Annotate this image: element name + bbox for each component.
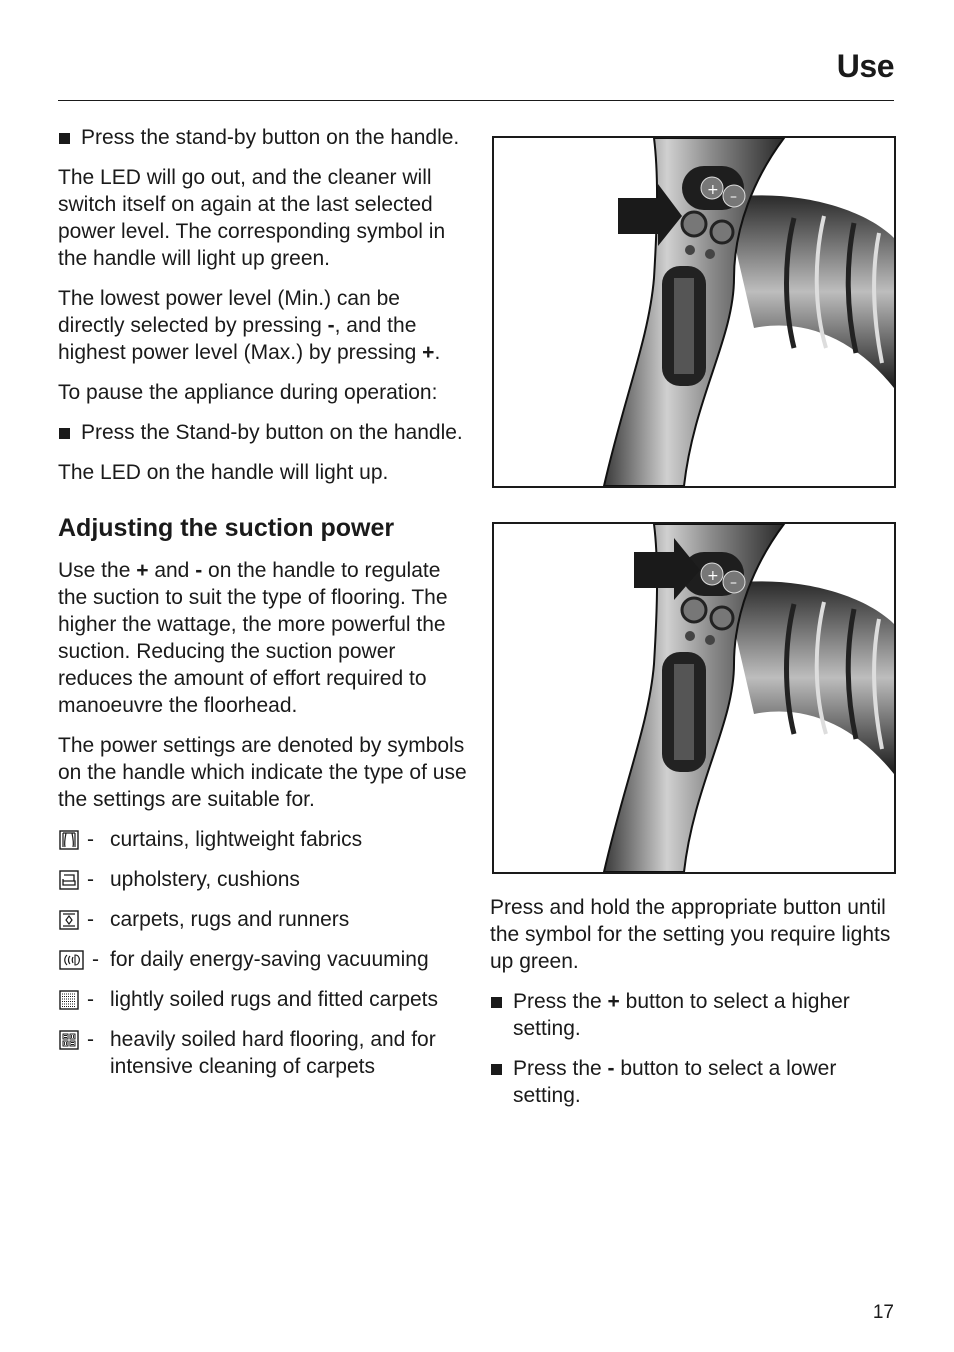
light-carpet-icon <box>59 990 79 1010</box>
bullet-square-icon <box>491 997 502 1008</box>
right-column <box>490 894 894 1122</box>
symbol-text: upholstery, cushions <box>110 868 300 891</box>
heavy-floor-icon <box>59 1030 79 1050</box>
paragraph: The LED will go out, and the cleaner will switch itself on again at the last selected power level. The corresponding symbol in the handle will light up green. <box>58 166 446 270</box>
bullet-text: Press the stand-by button on the handle. <box>81 126 460 149</box>
symbol-row: - curtains, lightweight fabrics <box>58 826 468 853</box>
plus-key: + <box>136 559 149 582</box>
eco-icon <box>59 950 84 970</box>
symbol-row: - heavily soiled hard flooring, and for intensive cleaning of carpets <box>58 1026 468 1080</box>
bullet-item: Press the + button to select a higher setting. <box>490 988 894 1042</box>
symbol-row: - upholstery, cushions <box>58 866 468 893</box>
page-title: Use <box>836 48 894 84</box>
symbol-text: heavily soiled hard flooring, and for intensive cleaning of carpets <box>110 1028 436 1078</box>
symbol-row: - carpets, rugs and runners <box>58 906 468 933</box>
handle-illustration-plus <box>492 522 896 874</box>
rug-icon <box>59 910 79 930</box>
svg-text:–: – <box>730 189 737 205</box>
bullet-item <box>58 124 468 151</box>
bullet-square-icon <box>491 1064 502 1075</box>
svg-text:+: + <box>707 568 719 584</box>
bullet-item: Press the - button to select a lower setting. <box>490 1055 894 1109</box>
symbol-text: for daily energy-saving vacuuming <box>110 948 429 971</box>
section-heading: Adjusting the suction power <box>58 514 395 542</box>
bullet-square-icon <box>59 133 70 144</box>
header-divider <box>58 100 894 101</box>
minus-key: - <box>327 314 335 337</box>
bullet-square-icon <box>59 428 70 439</box>
handle-illustration-standby <box>492 136 896 488</box>
minus-key: - <box>607 1057 615 1080</box>
plus-key: + <box>607 990 620 1013</box>
page-number: 17 <box>872 1302 894 1323</box>
plus-key: + <box>422 341 435 364</box>
paragraph: The LED on the handle will light up. <box>58 461 389 484</box>
svg-text:+: + <box>707 182 719 198</box>
left-column <box>58 124 468 1093</box>
paragraph: To pause the appliance during operation: <box>58 381 438 404</box>
minus-key: - <box>195 559 203 582</box>
paragraph: The power settings are denoted by symbols on the handle which indicate the type of use the settings are suitable for. <box>58 734 467 811</box>
paragraph: Use the + and - on the handle to regulate the suction to suit the type of flooring. The higher the wattage, the more powerful the suction. Reducing the suction power reduces the amount of effort required to manoeuvre the floorhead. <box>58 559 448 717</box>
svg-text:–: – <box>730 575 737 591</box>
curtain-icon <box>59 830 79 850</box>
bullet-text: Press the Stand-by button on the handle. <box>81 421 463 444</box>
symbol-row: - for daily energy-saving vacuuming <box>58 946 468 973</box>
paragraph: The lowest power level (Min.) can be directly selected by pressing -, and the highest power level (Max.) by pressing +. <box>58 287 441 364</box>
bullet-item <box>58 419 468 446</box>
symbol-text: carpets, rugs and runners <box>110 908 350 931</box>
symbol-row: - lightly soiled rugs and fitted carpets <box>58 986 468 1013</box>
symbol-text: lightly soiled rugs and fitted carpets <box>110 988 439 1011</box>
paragraph: Press and hold the appropriate button until the symbol for the setting you require lights up green. <box>490 896 891 973</box>
symbol-text: curtains, lightweight fabrics <box>110 828 363 851</box>
upholstery-icon <box>59 870 79 890</box>
